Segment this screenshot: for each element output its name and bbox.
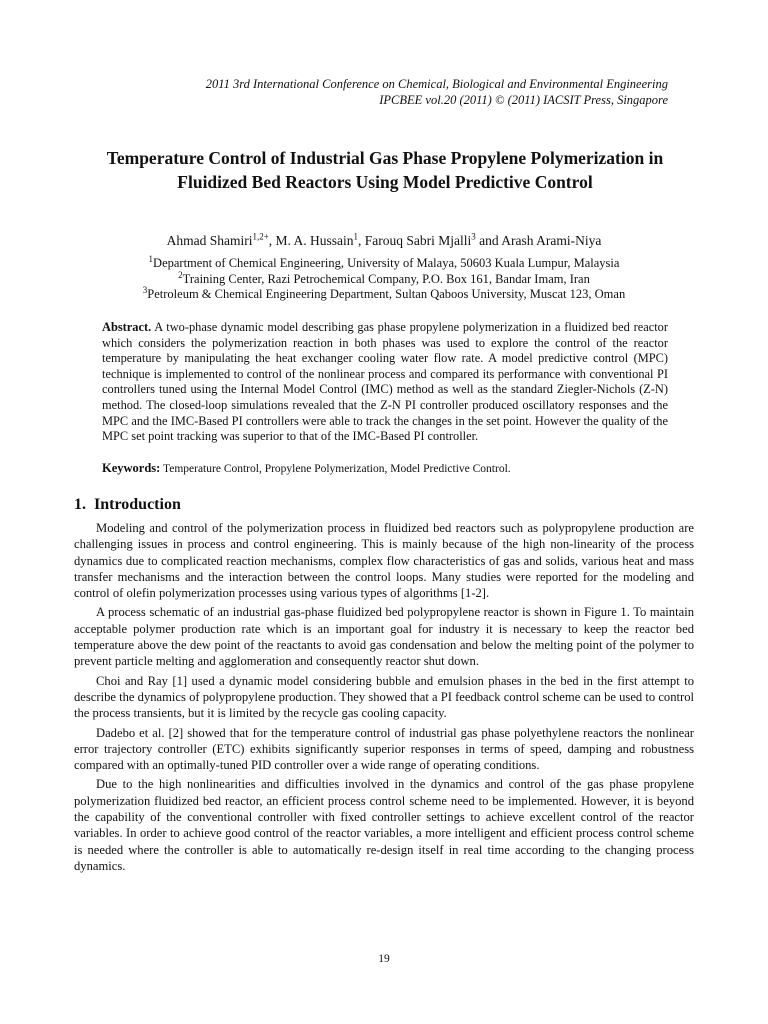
affiliation	[74, 269, 694, 288]
author-name: Farouq Sabri Mjalli	[364, 233, 472, 248]
section-heading	[74, 496, 181, 514]
abstract-label: Abstract.	[102, 320, 152, 334]
keywords-label: Keywords:	[102, 461, 161, 475]
section-number: 1.	[74, 496, 86, 513]
author-separator: ,	[358, 233, 365, 248]
paragraph: Choi and Ray [1] used a dynamic model considering bubble and emulsion phases in the bed in the first attempt to describe the dynamics of polypropylene production. They showed that a PI feedback control scheme can be used to control the process transients, but it is limited by the recycle gas cooling capacity.	[74, 673, 694, 721]
author-name: Ahmad Shamiri	[166, 233, 253, 248]
paper-title: Temperature Control of Industrial Gas Phase Propylene Polymerization in Fluidized Bed Reactors Using Model Predictive Control	[106, 148, 664, 192]
affiliation-text: Petroleum & Chemical Engineering Department, Sultan Qaboos University, Muscat 123, Oman	[147, 287, 626, 301]
paragraph: Due to the high nonlinearities and difficulties involved in the dynamics and control of the gas phase propylene polymerization fluidized bed reactor, an efficient process control scheme need to be implemented. However, it is beyond the capability of the conventional controller with fixed controller settings to achieve excellent control of the reactor variables. In order to achieve good control of the reactor variables, a more intelligent and efficient process control scheme is needed where the controller is able to automatically re-design itself in real time according to the changing process dynamics.	[74, 777, 694, 873]
affiliation-number: 3	[142, 284, 148, 295]
abstract	[102, 320, 668, 445]
affiliation-number: 1	[148, 253, 154, 264]
body-text	[74, 520, 694, 877]
paragraph: A process schematic of an industrial gas-phase fluidized bed polypropylene reactor is shown in Figure 1. To maintain acceptable polymer production rate which is an important goal for industry it is necessary to keep the reactor bed temperature above the dew point of the reactants to avoid gas condensation and below the melting point of the polymer to prevent particle melting and agglomeration and consequently reactor shut down.	[74, 605, 694, 669]
affiliation	[74, 253, 694, 272]
keywords	[102, 461, 668, 476]
author-separator: and	[475, 233, 502, 248]
proceedings-info: IPCBEE vol.20 (2011) © (2011) IACSIT Press, Singapore	[379, 93, 668, 107]
affiliation	[74, 284, 694, 303]
affiliation-number: 2	[178, 269, 183, 280]
author-affiliation-mark: 3	[471, 231, 476, 242]
affiliation-text: Department of Chemical Engineering, University of Malaya, 50603 Kuala Lumpur, Malaysia	[153, 256, 620, 270]
affiliation-text: Training Center, Razi Petrochemical Company, P.O. Box 161, Bandar Imam, Iran	[182, 271, 590, 286]
affiliation-list	[74, 253, 694, 303]
page-number: 19	[378, 953, 390, 965]
author-separator: ,	[268, 233, 276, 248]
abstract-text: A two-phase dynamic model describing gas phase propylene polymerization in a fluidized bed reactor which considers the polymerization reaction in both phases was used to explore the control of the reactor temperature by manipulating the heat exchanger cooling water flow rate. A model predictive control (MPC) technique is implemented to control of the nonlinear process and compared its performance with conventional PI controllers tuned using the Internal Model Control (IMC) method as well as the standard Ziegler-Nichols (Z-N) method. The closed-loop simulations revealed that the Z-N PI controller produced oscillatory responses and the MPC and the IMC-Based PI controllers were able to track the changes in the set point. However the quality of the MPC set point tracking was superior to that of the IMC-Based PI controller.	[102, 320, 668, 444]
author-list	[74, 232, 694, 250]
author-name: M. A. Hussain	[275, 233, 354, 248]
paragraph: Modeling and control of the polymerization process in fluidized bed reactors such as polypropylene production are challenging issues in process and control engineering. This is mainly because of the high non-linearity of the process dynamics due to complicated reaction mechanisms, complex flow characteristics of gas and solids, various heat and mass transfer mechanisms and the interaction between the control loops. Many studies were reported for the modeling and control of olefin polymerization processes using various types of algorithms [1-2].	[74, 521, 694, 601]
author-affiliation-mark: 1	[353, 231, 359, 242]
section-title: Introduction	[94, 496, 181, 513]
author-affiliation-mark: 1,2+	[252, 231, 269, 242]
conference-name: 2011 3rd International Conference on Chemical, Biological and Environmental Engineering	[205, 77, 668, 91]
paragraph: Dadebo et al. [2] showed that for the temperature control of industrial gas phase polyethylene reactors the nonlinear error trajectory controller (ETC) exhibits significantly superior responses in terms of speed, damping and robustness compared with an optimally-tuned PID controller over a wide range of operating conditions.	[74, 725, 694, 773]
conference-header	[206, 76, 668, 108]
keywords-text: Temperature Control, Propylene Polymerization, Model Predictive Control.	[163, 463, 511, 475]
author-name: Arash Arami-Niya	[501, 233, 602, 248]
